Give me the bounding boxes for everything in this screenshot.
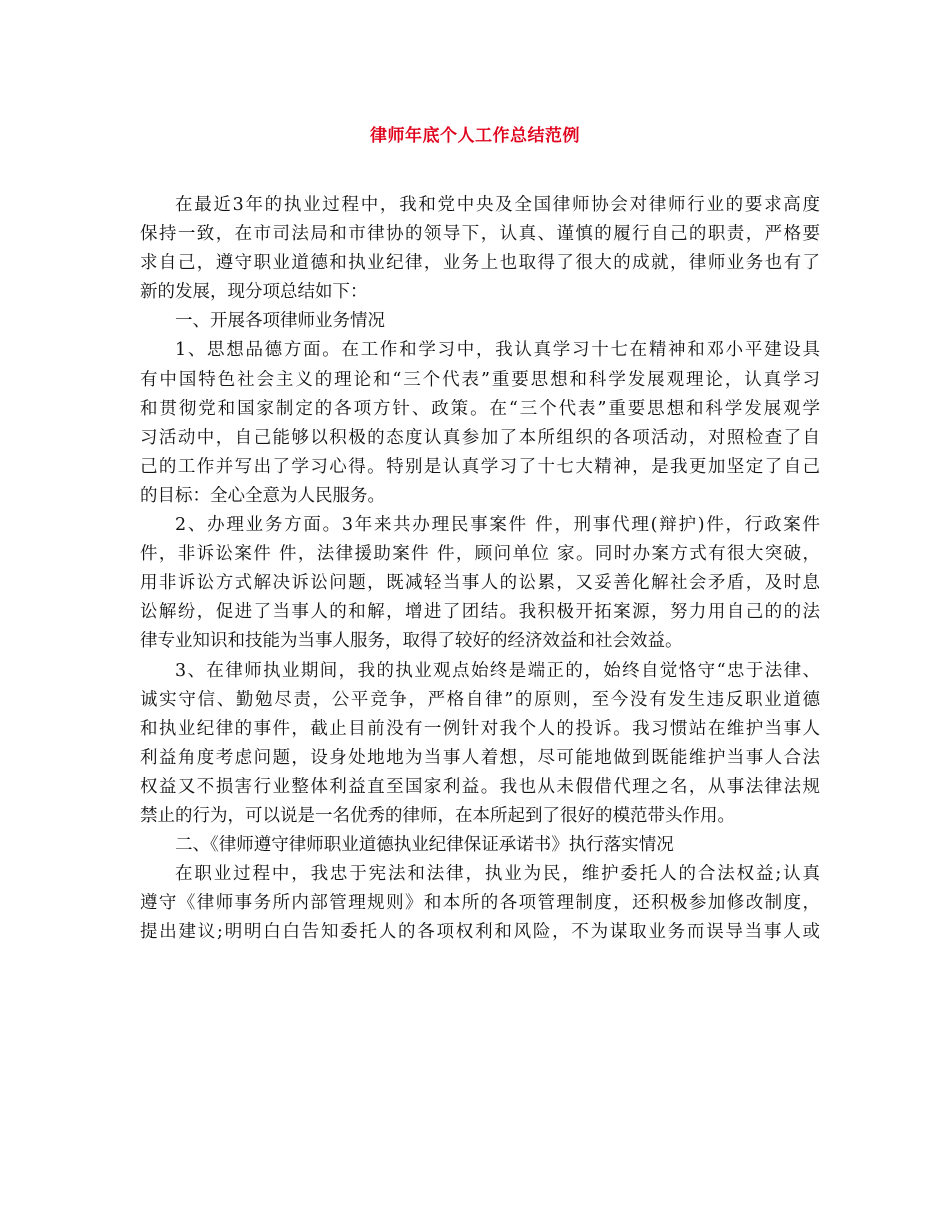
body-line: 新的发展，现分项总结如下： xyxy=(140,282,368,303)
body-line: 和执业纪律的事件，截止目前没有一例针对我个人的投诉。我习惯站在维护当事人 xyxy=(140,718,820,739)
body-line: 二、《律师遵守律师职业道德执业纪律保证承诺书》执行落实情况 xyxy=(175,835,674,856)
body-line: 3、在律师执业期间，我的执业观点始终是端正的，始终自觉恪守“忠于法律、 xyxy=(175,660,820,681)
body-line: 求自己，遵守职业道德和执业纪律，业务上也取得了很大的成就，律师业务也有了 xyxy=(140,253,820,274)
body-line: 遵守《律师事务所内部管理规则》和本所的各项管理制度，还积极参加修改制度， xyxy=(140,893,820,914)
body-line: 律专业知识和技能为当事人服务，取得了较好的经济效益和社会效益。 xyxy=(140,631,683,652)
body-line: 权益又不损害行业整体利益直至国家利益。我也从未假借代理之名，从事法律法规 xyxy=(140,776,820,797)
document-title: 律师年底个人工作总结范例 xyxy=(370,126,580,146)
body-line: 讼解纷，促进了当事人的和解，增进了团结。我积极开拓案源，努力用自己的的法 xyxy=(140,602,820,623)
body-line: 有中国特色社会主义的理论和“三个代表”重要思想和科学发展观理论，认真学习 xyxy=(140,369,820,390)
body-line: 利益角度考虑问题，设身处地地为当事人着想，尽可能地做到既能维护当事人合法 xyxy=(140,747,820,768)
body-line: 己的工作并写出了学习心得。特别是认真学习了十七大精神，是我更加坚定了自己 xyxy=(140,456,820,477)
body-line: 用非诉讼方式解决诉讼问题，既减轻当事人的讼累，又妥善化解社会矛盾，及时息 xyxy=(140,573,820,594)
body-line: 在职业过程中，我忠于宪法和法律，执业为民，维护委托人的合法权益;认真 xyxy=(175,864,820,885)
body-line: 2、办理业务方面。3年来共办理民事案件 件，刑事代理(辩护)件，行政案件 xyxy=(175,515,820,536)
body-line: 诚实守信、勤勉尽责，公平竞争，严格自律”的原则，至今没有发生违反职业道德 xyxy=(140,689,820,710)
body-line: 禁止的行为，可以说是一名优秀的律师，在本所起到了很好的模范带头作用。 xyxy=(140,805,735,826)
body-line: 一、开展各项律师业务情况 xyxy=(175,311,385,332)
body-line: 提出建议;明明白白告知委托人的各项权利和风险，不为谋取业务而误导当事人或 xyxy=(140,922,820,943)
body-line: 保持一致，在市司法局和市律协的领导下，认真、谨慎的履行自己的职责，严格要 xyxy=(140,224,820,245)
body-line: 习活动中，自己能够以积极的态度认真参加了本所组织的各项活动，对照检查了自 xyxy=(140,427,820,448)
body-line: 在最近3年的执业过程中，我和党中央及全国律师协会对律师行业的要求高度 xyxy=(175,195,820,215)
document-body xyxy=(140,191,820,947)
body-line: 的目标：全心全意为人民服务。 xyxy=(140,485,385,506)
body-line: 件，非诉讼案件 件，法律援助案件 件，顾问单位 家。同时办案方式有很大突破， xyxy=(140,544,820,565)
body-line: 1、思想品德方面。在工作和学习中，我认真学习十七在精神和邓小平建设具 xyxy=(175,340,820,361)
body-line: 和贯彻党和国家制定的各项方针、政策。在“三个代表”重要思想和科学发展观学 xyxy=(140,398,820,419)
